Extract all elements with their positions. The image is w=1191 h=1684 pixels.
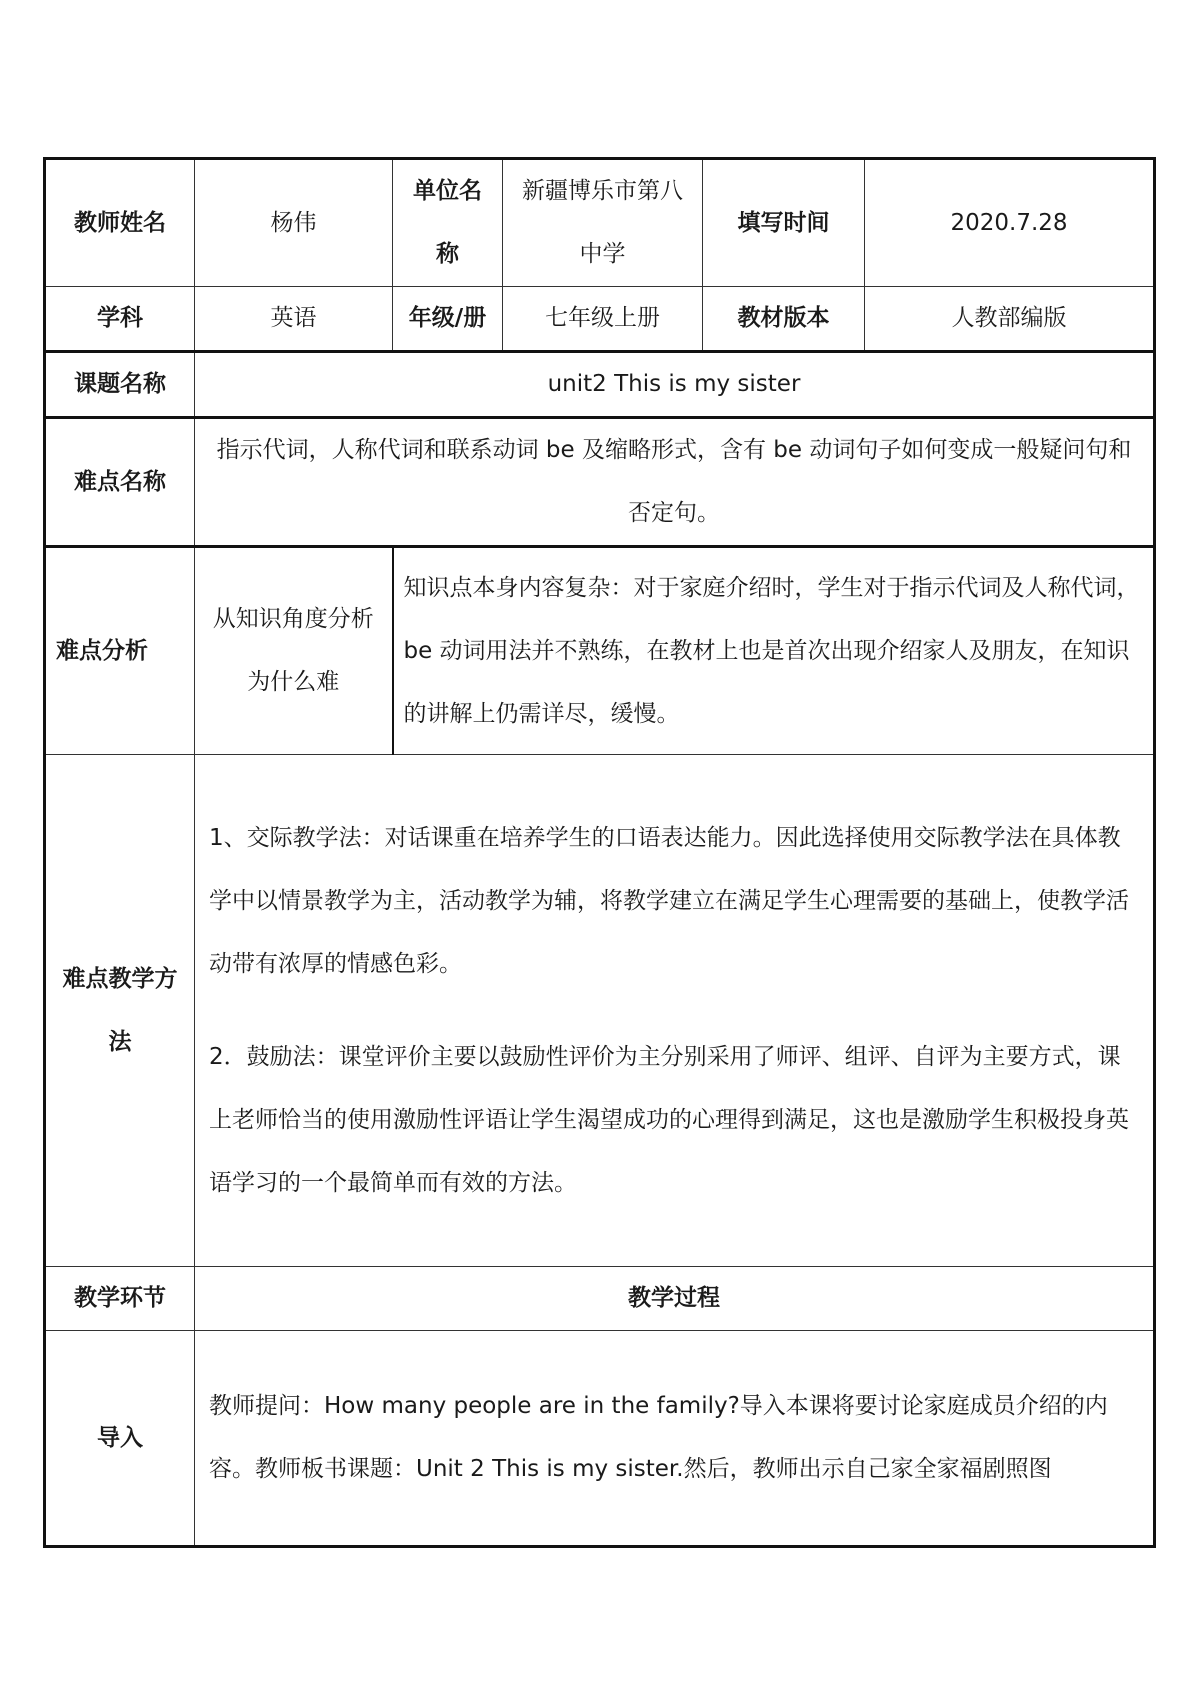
fill-date-label: 填写时间 [703,159,865,287]
method-paragraph-2: 2．鼓励法：课堂评价主要以鼓励性评价为主分别采用了师评、组评、自评为主要方式，课上老师恰当的使用激励性评语让学生渴望成功的心理得到满足，这也是激励学生积极投身英语学习的一个最简单而有效的方法。 [209,1043,1129,1196]
fill-date-value: 2020.7.28 [865,159,1155,287]
unit-name-label: 单位名称 [393,159,503,287]
method-content [195,755,1155,1267]
method-label: 难点教学方法 [45,755,195,1267]
topic-label: 课题名称 [45,352,195,418]
teacher-name-value: 杨伟 [195,159,393,287]
analysis-sub-label: 从知识角度分析为什么难 [195,547,393,755]
subject-label: 学科 [45,287,195,352]
paragraph-gap [209,996,1139,1026]
unit-name-value: 新疆博乐市第八中学 [503,159,703,287]
lesson-plan-table [43,157,1156,1548]
grade-value: 七年级上册 [503,287,703,352]
analysis-value: 知识点本身内容复杂：对于家庭介绍时，学生对于指示代词及人称代词，be 动词用法并不熟练，在教材上也是首次出现介绍家人及朋友，在知识的讲解上仍需详尽，缓慢。 [393,547,1155,755]
difficulty-label: 难点名称 [45,418,195,547]
method-paragraph-1: 1、交际教学法：对话课重在培养学生的口语表达能力。因此选择使用交际教学法在具体教学中以情景教学为主，活动教学为辅，将教学建立在满足学生心理需要的基础上，使教学活动带有浓厚的情感色彩。 [209,824,1129,977]
difficulty-value: 指示代词，人称代词和联系动词 be 及缩略形式，含有 be 动词句子如何变成一般疑问句和否定句。 [195,418,1155,547]
edition-value: 人教部编版 [865,287,1155,352]
edition-label: 教材版本 [703,287,865,352]
intro-label: 导入 [45,1331,195,1547]
stage-header: 教学环节 [45,1267,195,1331]
subject-value: 英语 [195,287,393,352]
teacher-name-label: 教师姓名 [45,159,195,287]
process-header: 教学过程 [195,1267,1155,1331]
intro-content: 教师提问：How many people are in the family?导入本课将要讨论家庭成员介绍的内容。教师板书课题：Unit 2 This is my sister.然后，教师出示自己家全家福剧照图 [195,1331,1155,1547]
topic-value: unit2 This is my sister [195,352,1155,418]
analysis-label: 难点分析 [45,547,195,755]
grade-label: 年级/册 [393,287,503,352]
